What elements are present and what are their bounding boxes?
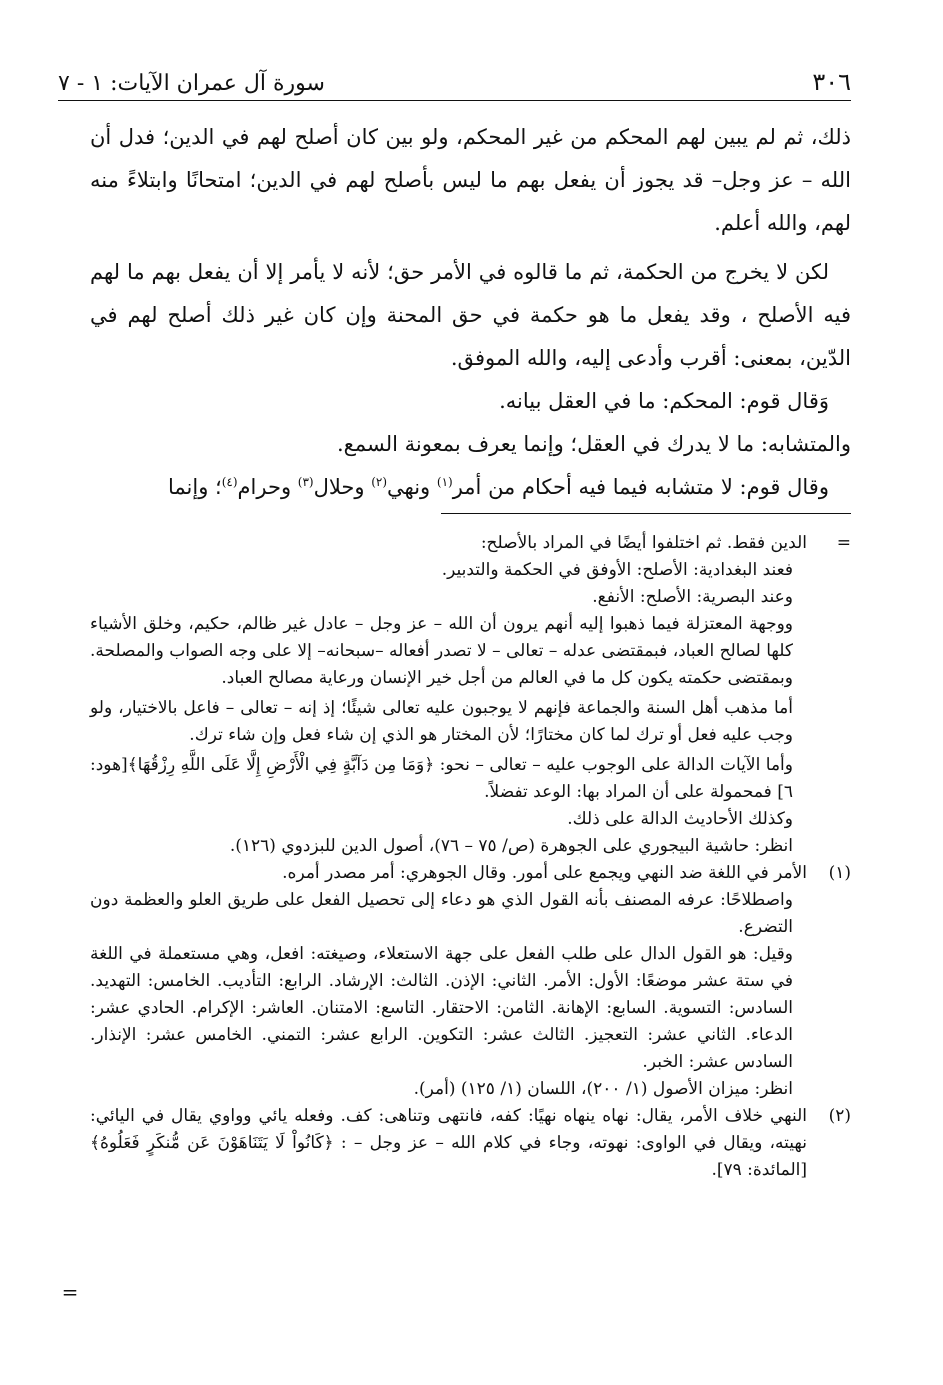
footnote-line: الأمر في اللغة ضد النهي ويجمع على أمور. وقال الجوهري: أمر مصدر أمره. bbox=[282, 863, 807, 883]
footnote-number: (٢) bbox=[828, 1106, 851, 1126]
footnote-line: وقيل: هو القول الدال على طلب الفعل على جهة الاستعلاء، وصيغته: افعل، وهي مستعملة في اللغة في ستة عشر موضعًا: الأول: الأمر. الثاني: الإذن. الثالث: الإرشاد. الرابع: التأديب. الخامس: التهديد. السادس: التسوية. السابع: الإهانة. الثامن: الاحتقار. التاسع: الامتنان. العاشر: الإكرام. الحادي عشر: الدعاء. الثاني عشر: التعجيز. الثالث عشر: التكوين. الرابع عشر: التمني. الخامس عشر: الإنذار. السادس عشر: الخبر. bbox=[90, 944, 793, 1072]
footnote-line: أما مذهب أهل السنة والجماعة فإنهم لا يوجبون عليه تعالى شيئًا؛ إذ إنه – تعالى – فاعل بالاختيار، ولو وجب عليه فعل أو ترك لما كان مختارًا؛ لأن المختار هو الذي إن شاء فعل وإن شاء ترك. bbox=[90, 698, 793, 745]
footnote-line: وكذلك الأحاديث الدالة على ذلك. bbox=[567, 809, 793, 829]
footnote-ref-3[interactable]: (٣) bbox=[297, 475, 314, 489]
continuation-marker: = bbox=[836, 533, 851, 553]
footnote-line: النهي خلاف الأمر، يقال: نهاه ينهاه نهيًا: كفه، فانتهى وتناهى: كف. وفعله يائي وواوي يقال في اليائي: نهيته، ويقال في الواوى: نهوته، وجاء في كلام الله – عز وجل – : ﴿كَانُواْ لَا يَتَنَاهَوْنَ عَن مُّنكَرٍ فَعَلُوهُ﴾ [المائدة: ٧٩]. bbox=[90, 1106, 807, 1180]
footnote-line: انظر: ميزان الأصول (١/ ٢٠٠)، اللسان (١/ ١٢٥) (أمر). bbox=[413, 1079, 793, 1099]
main-text bbox=[90, 116, 851, 509]
main-paragraph-2: لكن لا يخرج من الحكمة، ثم ما قالوه في الأمر حق؛ لأنه لا يأمر إلا أن يفعل بهم ما لهم فيه الأصلح ، وقد يفعل ما هو حكمة في حق المحنة وإن كان غير ذلك أصلح لهم في الدّين، بمعنى: أقرب وأدعى إليه، والله الموفق. bbox=[90, 260, 851, 370]
footnote-divider bbox=[441, 513, 851, 514]
page-header bbox=[58, 56, 851, 101]
footnotes bbox=[90, 530, 851, 1184]
text-run: ونهي bbox=[387, 475, 437, 499]
footnote-number: (١) bbox=[828, 863, 851, 883]
text-run: وحلال bbox=[313, 475, 372, 499]
text-run: وقال قوم: لا متشابه فيما فيه أحكام من أمر bbox=[452, 475, 829, 499]
footnote-2 bbox=[90, 1103, 851, 1184]
footnote-line: فعند البغدادية: الأصلح: الأوفق في الحكمة والتدبير. bbox=[441, 560, 793, 580]
main-paragraph-1: ذلك، ثم لم يبين لهم المحكم من غير المحكم، ولو بين كان أصلح لهم في الدين؛ فدل أن الله – عز وجل– قد يجوز أن يفعل بهم ما ليس بأصلح لهم في الدين؛ امتحانًا وابتلاءً منه لهم، والله أعلم. bbox=[90, 125, 851, 235]
footnote-line: الدين فقط. ثم اختلفوا أيضًا في المراد بالأصلح: bbox=[480, 533, 807, 553]
footnote-line: ووجهة المعتزلة فيما ذهبوا إليه أنهم يرون أن الله – عز وجل – عادل غير ظالم، حكيم، وخلق الأشياء كلها لصالح العباد، فبمقتضى عدله – تعالى – لا تصدر أفعاله –سبحانه– إلا على وجه الصواب والمصلحة. وبمقتضى حكمته يكون كل ما في العالم من أجل خير الإنسان ورعاية مصالح العباد. bbox=[90, 614, 793, 688]
footnote-line: وأما الآيات الدالة على الوجوب عليه – تعالى – نحو: ﴿وَمَا مِن دَآبَّةٍ فِي الْأَرْضِ إِلَّا عَلَى اللَّهِ رِزْقُهَا﴾[هود: ٦] فمحمولة على أن المراد بها: الوعد تفضلاً. bbox=[90, 755, 793, 802]
text-run: وحرام bbox=[237, 475, 298, 499]
page-number: ٣٠٦ bbox=[812, 68, 851, 96]
footnote-line: انظر: حاشية البيجوري على الجوهرة (ص/ ٧٥ – ٧٦)، أصول الدين للبزدوي (١٢٦). bbox=[229, 836, 793, 856]
footnote-line: واصطلاحًا: عرفه المصنف بأنه القول الذي هو دعاء إلى تحصيل الفعل على طريق العلو والعظمة دون التضرع. bbox=[90, 890, 793, 937]
main-paragraph-4: والمتشابه: ما لا يدرك في العقل؛ وإنما يعرف بمعونة السمع. bbox=[336, 432, 851, 456]
footnote-continued bbox=[90, 530, 851, 860]
footnote-ref-2[interactable]: (٢) bbox=[371, 475, 388, 489]
main-paragraph-3: وَقال قوم: المحكم: ما في العقل بيانه. bbox=[499, 389, 829, 413]
footnote-line: وعند البصرية: الأصلح: الأنفع. bbox=[592, 587, 793, 607]
running-title: سورة آل عمران الآيات: ١ - ٧ bbox=[58, 71, 325, 96]
continuation-marker-end: = bbox=[61, 1280, 79, 1304]
footnote-1 bbox=[90, 860, 851, 1103]
footnote-ref-4[interactable]: (٤) bbox=[221, 475, 238, 489]
main-paragraph-5 bbox=[90, 466, 851, 509]
text-run: ؛ وإنما bbox=[168, 475, 222, 499]
footnote-ref-1[interactable]: (١) bbox=[436, 475, 453, 489]
